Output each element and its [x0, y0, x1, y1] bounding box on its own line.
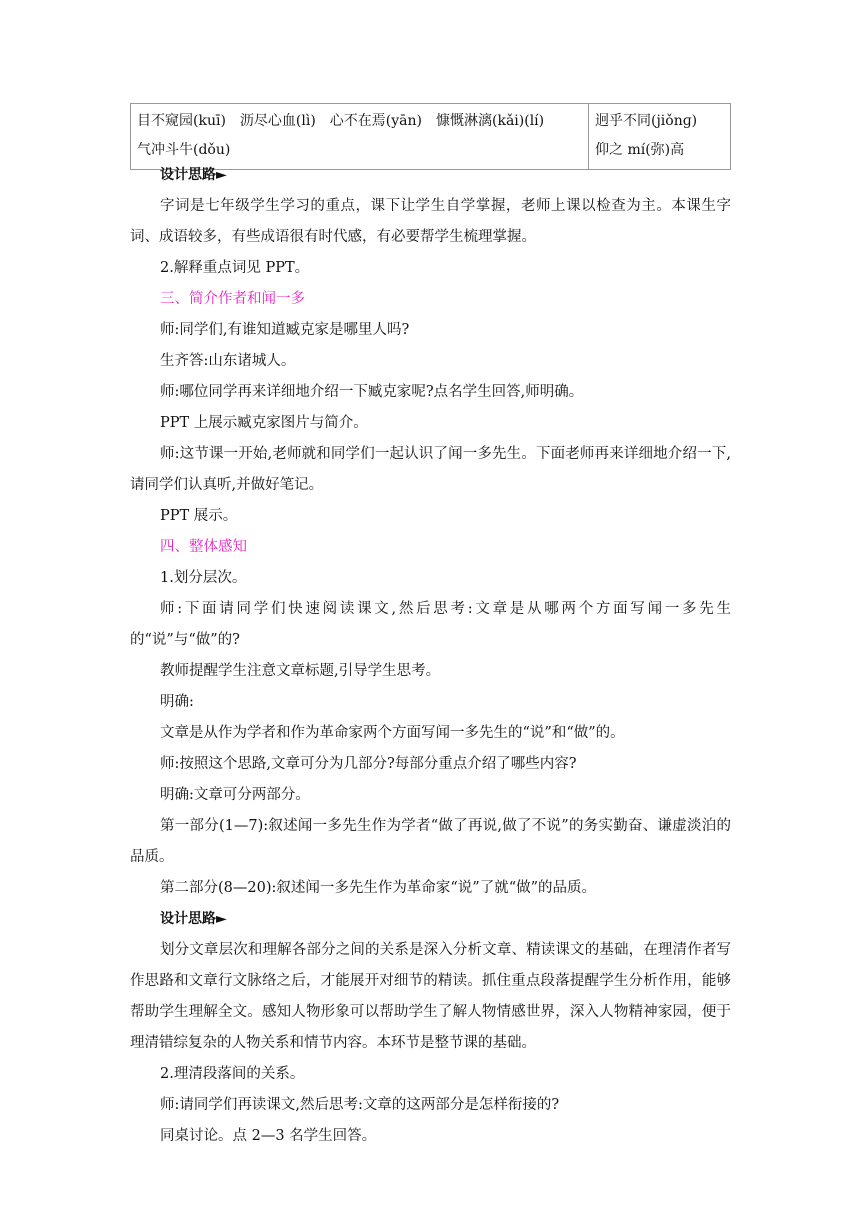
paragraph: 师:这节课一开始,老师就和同学们一起认识了闻一多先生。下面老师再来详细地介绍一下,请同学们认真听,并做好笔记。 — [130, 446, 731, 493]
vocab-word: 迥乎不同(jiǒnɡ) — [595, 113, 698, 129]
vocab-word: 目不窥园(kuī) — [137, 113, 226, 129]
paragraph: PPT 展示。 — [160, 508, 238, 524]
paragraph: 2.解释重点词见 PPT。 — [160, 260, 310, 276]
paragraph: 明确: — [160, 694, 194, 710]
paragraph: 2.理清段落间的关系。 — [160, 1066, 305, 1082]
paragraph: 师:下面请同学们快速阅读课文,然后思考:文章是从哪两个方面写闻一多先生的“说”与“做”的? — [130, 601, 731, 648]
section-heading: 四、整体感知 — [160, 539, 247, 555]
vocab-word: 慷慨淋漓(kǎi)(lí) — [436, 113, 545, 129]
word-line-1 — [137, 107, 582, 136]
vocab-word: 沥尽心血(lì) — [239, 113, 316, 129]
paragraph: 第二部分(8—20):叙述闻一多先生作为革命家“说”了就“做”的品质。 — [160, 880, 597, 896]
paragraph: 师:按照这个思路,文章可分为几部分?每部分重点介绍了哪些内容? — [160, 756, 577, 772]
paragraph: 文章是从作为学者和作为革命家两个方面写闻一多先生的“说”和“做”的。 — [160, 725, 625, 741]
paragraph: 师:请同学们再读课文,然后思考:文章的这两部分是怎样衔接的? — [160, 1097, 560, 1113]
paragraph: 字词是七年级学生学习的重点，课下让学生自学掌握，老师上课以检查为主。本课生字词、成语较多，有些成语很有时代感，有必要帮学生梳理掌握。 — [130, 198, 731, 245]
paragraph: 同桌讨论。点 2—3 名学生回答。 — [160, 1128, 377, 1144]
vocab-word: 仰之 mí(弥)高 — [595, 142, 685, 158]
vocab-word: 心不在焉(yān) — [329, 113, 422, 129]
document-body — [130, 160, 731, 1152]
paragraph: 1.划分层次。 — [160, 570, 247, 586]
paragraph: 明确:文章可分两部分。 — [160, 787, 310, 803]
paragraph: 师:同学们,有谁知道臧克家是哪里人吗? — [160, 322, 410, 338]
design-idea-heading: 设计思路► — [160, 911, 227, 927]
section-heading: 三、简介作者和闻一多 — [160, 291, 305, 307]
vocab-word: 气冲斗牛(dǒu) — [137, 142, 231, 158]
paragraph: PPT 上展示臧克家图片与简介。 — [160, 415, 368, 431]
paragraph: 划分文章层次和理解各部分之间的关系是深入分析文章、精读课文的基础，在理清作者写作思路和文章行文脉络之后，才能展开对细节的精读。抓住重点段落提醒学生分析作用，能够帮助学生理解全文。感知人物形象可以帮助学生了解人物情感世界，深入人物精神家园，便于理清错综复杂的人物关系和情节内容。本环节是整节课的基础。 — [130, 942, 731, 1051]
paragraph: 师:哪位同学再来详细地介绍一下臧克家呢?点名学生回答,师明确。 — [160, 384, 584, 400]
design-idea-heading: 设计思路► — [160, 167, 227, 183]
paragraph: 生齐答:山东诸城人。 — [160, 353, 296, 369]
paragraph: 第一部分(1—7):叙述闻一多先生作为学者“做了再说,做了不说”的务实勤奋、谦虚淡泊的品质。 — [130, 818, 731, 865]
paragraph: 教师提醒学生注意文章标题,引导学生思考。 — [160, 663, 441, 679]
